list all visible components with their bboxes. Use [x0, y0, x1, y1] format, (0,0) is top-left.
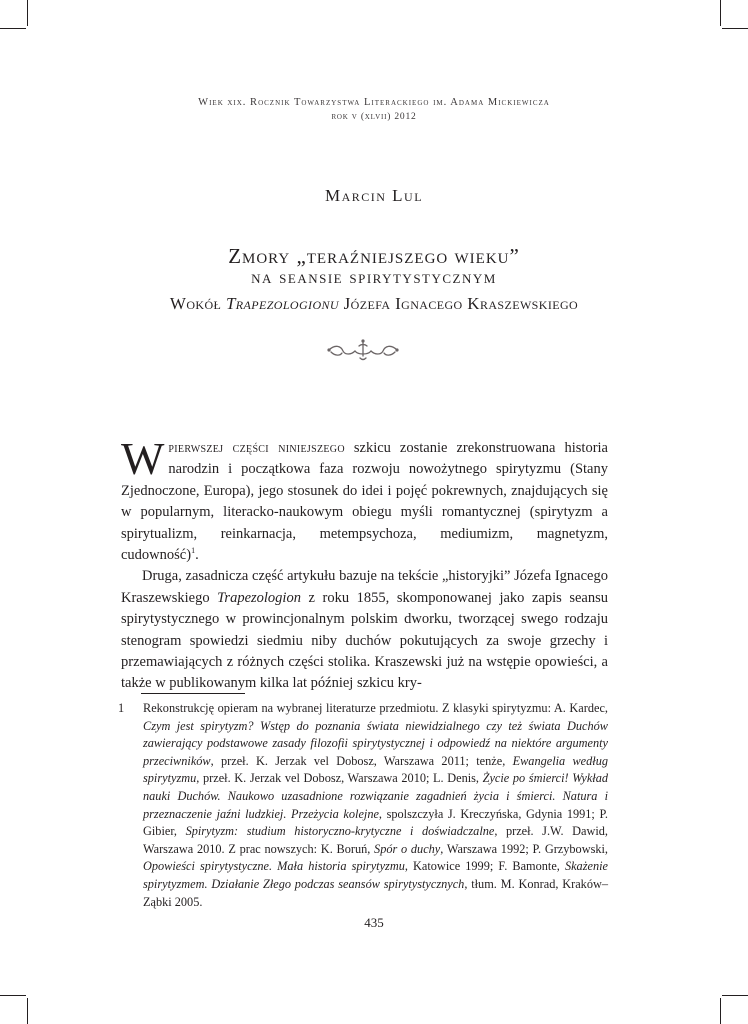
footnote-divider [141, 693, 245, 694]
footnote-reference[interactable]: 1 [191, 546, 196, 556]
footnote-1 [118, 700, 608, 911]
paragraph-2 [121, 566, 608, 694]
fn-italic: Spirytyzm: studium historyczno-krytyczne i doświadczalne [185, 824, 495, 839]
title-line-1: Zmory „teraźniejszego wieku” [228, 244, 520, 268]
fn-seg: , przeł. K. Jerzak vel Dobosz, Warszawa 2010; L. Denis, [196, 771, 483, 786]
crop-mark [720, 0, 721, 26]
fn-italic: Opowieści spirytystyczne. Mała historia spirytyzmu [143, 859, 405, 874]
fn-italic: Ewangelia według spirytyzmu [143, 753, 608, 786]
opening-smallcaps: pierwszej części niniejszego [168, 440, 345, 456]
crop-mark [27, 998, 28, 1024]
fleuron-ornament-icon [325, 338, 401, 364]
fn-italic: Czym jest spirytyzm? Wstęp do poznania świata niewidzialnego czy też świata Duchów zawierający podstawowe zasady filozofii spirytystycznej i odpowiedź na niektóre argumenty przeciwników [143, 718, 608, 768]
footnote-text [143, 700, 608, 911]
paragraph-2-text-a: Druga, zasadnicza część artykułu bazuje na tekście „historyjki” Józefa Ignacego Kraszewskiego [121, 568, 608, 606]
fn-seg: , spolszczyła J. Kreczyńska, Gdynia 1991; P. Gibier, [143, 806, 608, 839]
subtitle-italic: Trapezologionu [225, 294, 339, 313]
crop-mark [720, 998, 721, 1024]
article-title [0, 244, 748, 316]
fn-italic: Życie po śmierci! Wykład nauki Duchów. Naukowo uzasadnione rozwiązanie zagadnień życia i śmierci. Natura i przeznaczenie jaźni ludzkiej. Przeżycia kolejne [143, 771, 609, 821]
fn-seg: , tłum. M. Konrad, Kraków–Ząbki 2005. [143, 876, 608, 909]
fn-italic: Skażenie spirytyzmem. Działanie Złego podczas seansów spirytystycznych [143, 859, 608, 891]
author-name: Marcin Lul [324, 186, 424, 205]
fn-italic: Spór o duchy [374, 841, 441, 856]
fn-seg: , Warszawa 1992; P. Grzybowski, [440, 841, 609, 856]
paragraph-1 [121, 433, 608, 566]
paragraph-2-italic: Trapezologion [217, 589, 301, 606]
fn-seg: , Katowice 1999; F. Bamonte, [404, 859, 565, 874]
running-header [0, 96, 748, 124]
subtitle-suffix: Józefa Ignacego Kraszewskiego [339, 294, 579, 313]
crop-mark [0, 995, 26, 996]
crop-mark [722, 995, 748, 996]
subtitle-prefix: Wokół [169, 294, 226, 313]
article-body [121, 433, 608, 695]
fn-seg: , przeł. K. Jerzak vel Dobosz, Warszawa 2011; tenże, [210, 753, 513, 768]
paragraph-1-text: szkicu zostanie zrekonstruowana historia narodzin i początkowa faza rozwoju nowożytnego spirytyzmu (Stany Zjednoczone, Europa), jego stosunek do idei i pojęć pokrewnych, znajdujących się w popularnym, literacko-naukowym obiegu myśli romantycznej (spirytyzm a spirytualizm, reinkarnacja, metempsychoza, mediumizm, magnetyzm, cudowność) [121, 440, 608, 564]
title-line-2: na seansie spirytystycznym [251, 267, 497, 288]
journal-title: Wiek xix. Rocznik Towarzystwa Literackiego im. Adama Mickiewicza [198, 97, 550, 108]
crop-mark [722, 28, 748, 29]
fn-seg: , przeł. J.W. Dawid, Warszawa 2010. Z prac nowszych: K. Boruń, [143, 824, 609, 856]
subtitle [0, 292, 748, 316]
crop-mark [27, 0, 28, 26]
paragraph-2-text-b: z roku 1855, skomponowanej jako zapis seansu spirytystycznego w prowincjonalnym polskim dworku, tworzącej swego rodzaju stenogram spowiedzi siedmiu niby duchów pokutujących za swoje grzechy i przemawiających z różnych części stolika. Kraszewski już na wstępie opowieści, a także w publikowanym kilka lat później szkicu kry- [121, 589, 608, 692]
fn-seg: Rekonstrukcję opieram na wybranej literaturze przedmiotu. Z klasyki spirytyzmu: A. Kardec, [143, 701, 608, 715]
paragraph-1-end: . [195, 547, 199, 564]
journal-volume: rok v (xlvii) 2012 [331, 112, 417, 122]
crop-mark [0, 28, 26, 29]
page-number: 435 [364, 915, 384, 930]
drop-cap: W [121, 433, 165, 484]
footnote-number: 1 [118, 701, 125, 715]
